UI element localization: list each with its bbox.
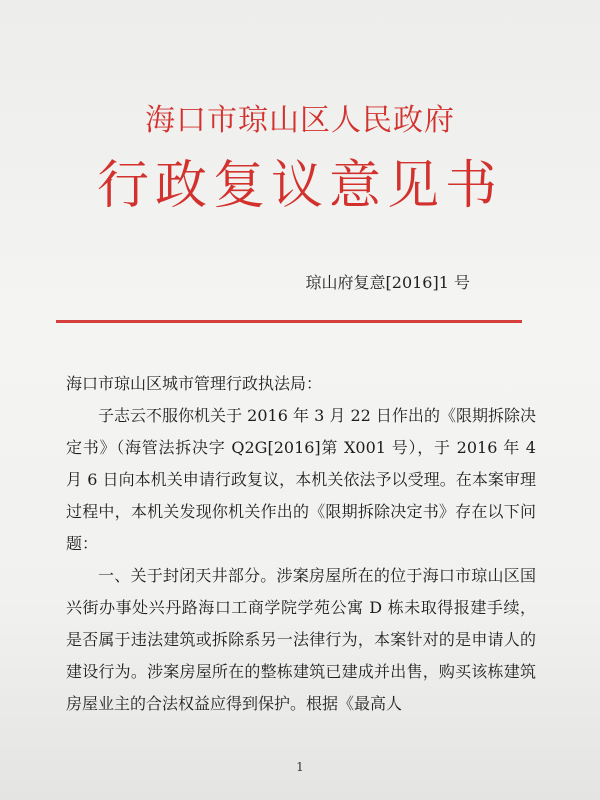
document-number: 琼山府复意[2016]1 号 (305, 273, 470, 292)
issuing-organization: 海口市琼山区人民政府 (145, 103, 455, 138)
page-number: 1 (296, 760, 304, 774)
salutation: 海口市琼山区城市管理行政执法局： (66, 374, 323, 393)
document-title: 行政复议意见书 (96, 156, 503, 216)
body-paragraph-2: 一、关于封闭天井部分。涉案房屋所在的位于海口市琼山区国兴街办事处兴丹路海口工商学院学苑公寓 D 栋未取得报建手续，是否属于违法建筑或拆除系另一法律行为，本案针对的是申请人的建设行为。涉案房屋所在的整栋建筑已建成并出售，购买该栋建筑房屋业主的合法权益应得到保护。根据《最高人 (66, 566, 536, 713)
red-divider-line (56, 320, 522, 323)
body-paragraph-1: 子志云不服你机关于 2016 年 3 月 22 日作出的《限期拆除决定书》（海管法拆决字 Q2G[2016]第 X001 号），于 2016 年 4 月 6 日向本机关申请行政复议，本机关依法予以受理。在本案审理过程中，本机关发现你机关作出的《限期拆除决定书》存在以下问题： (66, 406, 536, 553)
document-body (66, 368, 536, 720)
